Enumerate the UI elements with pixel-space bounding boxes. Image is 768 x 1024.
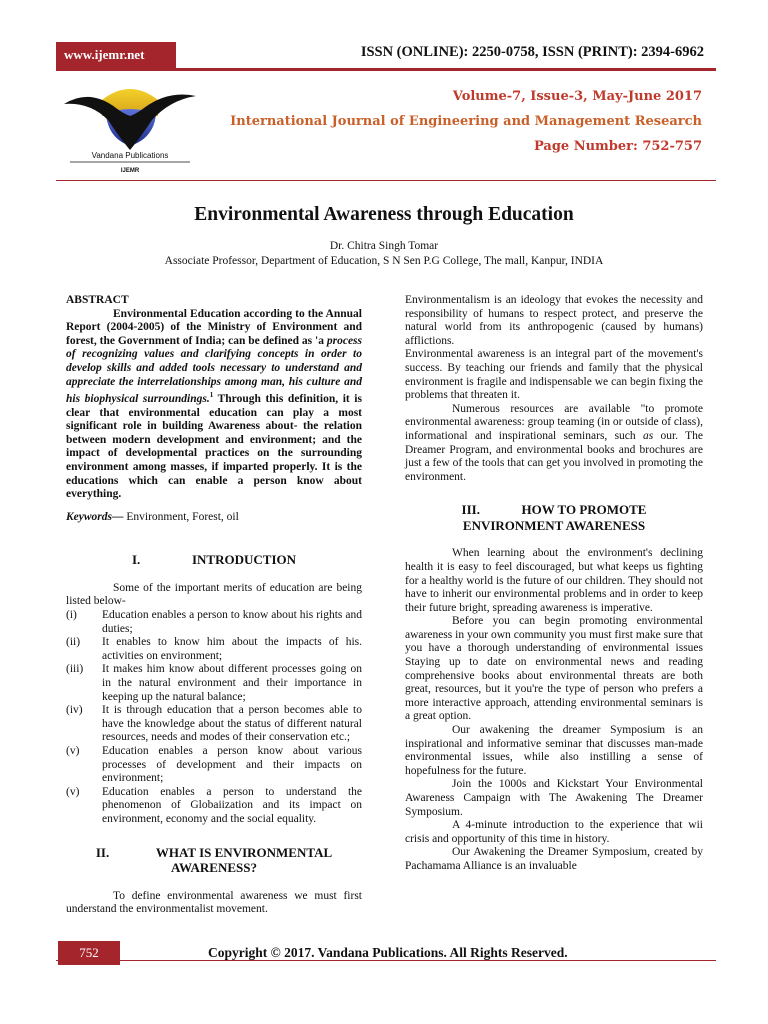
journal-name: International Journal of Engineering and Management Research xyxy=(230,114,702,129)
header-rule xyxy=(56,68,716,71)
paragraph: Environmentalism is an ideology that evokes the necessity and responsibility of humans to respect protect, and preserve the natural world from its anthropogenic (caused by humans) afflictions. xyxy=(405,294,703,347)
paragraph: A 4-minute introduction to the experience that wii crisis and opportunity of this time in history. xyxy=(405,819,703,845)
list-item: (v) Education enables a person know about various processes of development and their impacts on environment; xyxy=(66,744,362,785)
journal-url[interactable]: www.ijemr.net xyxy=(56,42,176,68)
left-column xyxy=(66,294,362,917)
list-item: (i) Education enables a person to know about his rights and duties; xyxy=(66,609,362,635)
bird-logo-icon xyxy=(60,80,200,180)
paragraph: Numerous resources are available "to promote environmental awareness: group teaming (in or outside of class), informational and inspirational seminars, such as our. The Dreamer Program, and environmental books and brochures are just a few of the tools that can get you involved in promoting the environment. xyxy=(405,402,703,483)
list-item: (iv) It is through education that a person becomes able to have the knowledge about the status of different natural resources, needs and modes of their conservation etc.; xyxy=(66,704,362,744)
list-item: (ii) It enables to know him about the impacts of his. activities on environment; xyxy=(66,636,362,662)
author-name: Dr. Chitra Singh Tomar xyxy=(329,240,439,252)
keywords: Keywords— Environment, Forest, oil xyxy=(66,510,239,523)
header-bottom-rule xyxy=(56,180,716,181)
list-item: (iii) It makes him know about different processes going on in the natural environment and their importance in keeping up the natural balance; xyxy=(66,663,362,703)
right-column xyxy=(405,294,703,874)
section-3-heading: III. HOW TO PROMOTE ENVIRONMENT AWARENESS xyxy=(461,502,647,533)
section-1-heading: I. INTRODUCTION xyxy=(131,552,296,568)
list-item: (v) Education enables a person to understand the phenomenon of Globaiization and its impact on environment, economy and the social equality. xyxy=(66,785,362,825)
abstract-text: Environmental Education according to the Annual Report (2004-2005) of the Ministry of Environment and forest, the Government of India; can be defined as 'a process of recognizing values and clarifying concepts in order to develop skills and added tools necessary to understand and appreciate the interrelationships among man, his culture and his biophysical surroundings.$^1$ Through this definition, it is clear that environmental education can play a most significant role in building Awareness about- the relation between modern development and environment; and the impact of developmental practices on the surrounding environment among masses, if imparted properly. It is the educations which can enable a person know about everything. xyxy=(66,307,362,501)
intro-lead: Some of the important merits of education are being listed below- xyxy=(66,581,362,608)
paragraph: Our Awakening the Dreamer Symposium, created by Pachamama Alliance is an invaluable xyxy=(405,846,703,872)
section-2-heading: II. WHAT IS ENVIRONMENTAL AWARENESS? xyxy=(95,844,333,876)
copyright: Copyright © 2017. Vandana Publications. All Rights Reserved. xyxy=(208,945,568,960)
paragraph: Before you can begin promoting environmental awareness in your own community you must first make sure that you have a thorough understanding of environmental issues Staying up to date on environmental news and reading comprehensive books about environmental threats are both great, resources, but it you're the type of person who prefers a more interactive approach, attending environmental seminars is a great option. xyxy=(405,615,703,723)
svg-text:Vandana Publications: Vandana Publications xyxy=(91,151,169,160)
paragraph: Environmental awareness is an integral part of the movement's success. By teaching our friends and family that the physical environment is fragile and indispensable we can begin fixing the problems that threaten it. xyxy=(405,348,703,402)
section-2-text: To define environmental awareness we must first understand the environmentalist movement. xyxy=(66,889,362,916)
svg-text:IJEMR: IJEMR xyxy=(120,168,140,174)
issn: ISSN (ONLINE): 2250-0758, ISSN (PRINT): 2394-6962 xyxy=(360,44,704,60)
page-number: 752 xyxy=(58,941,120,965)
author-affiliation: Associate Professor, Department of Education, S N Sen P.G College, The mall, Kanpur, INDIA xyxy=(164,255,604,267)
page-range: Page Number: 752-757 xyxy=(533,139,702,154)
paper-title: Environmental Awareness through Education xyxy=(194,204,574,225)
paragraph: Join the 1000s and Kickstart Your Environmental Awareness Campaign with The Awakening The Dreamer Symposium. xyxy=(405,778,703,818)
abstract-heading: ABSTRACT xyxy=(66,294,129,306)
volume-issue: Volume-7, Issue-3, May-June 2017 xyxy=(452,89,702,104)
paragraph: When learning about the environment's declining health it is easy to feel discouraged, but what keeps us fighting for a healthy world is the future of our children. They should not have to inherit our environmental problems and in order to keep their future bright, spreading awareness is imperative. xyxy=(405,547,703,614)
publisher-logo xyxy=(60,80,200,180)
paragraph: Our awakening the dreamer Symposium is an inspirational and informative seminar that discusses man-made environmental issues, while also instilling a sense of hopefulness for the future. xyxy=(405,724,703,777)
